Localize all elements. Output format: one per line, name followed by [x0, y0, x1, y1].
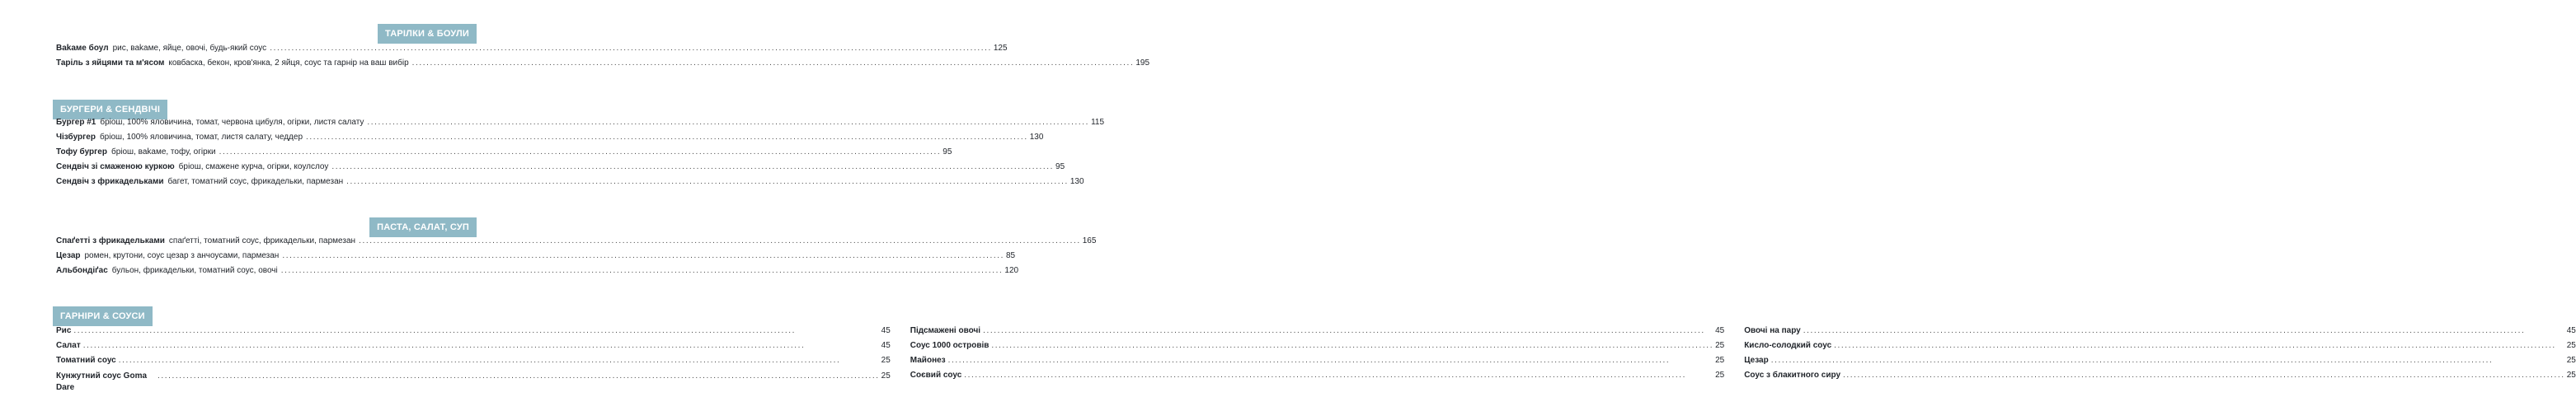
dot-leader: ........................................................................................................................................................................................................ — [118, 356, 841, 365]
item-name: Альбондіґас — [56, 266, 108, 275]
sides-column-2 — [910, 326, 1724, 392]
item-name: Ваkаме боул — [56, 44, 109, 53]
menu-item — [1744, 326, 2576, 341]
section-title-burgers: БУРГЕРИ & СЕНДВІЧІ — [53, 100, 167, 119]
menu-item — [56, 44, 1008, 58]
dot-leader: ........................................................................................................................................................................................................ — [964, 371, 1686, 380]
item-name: Сендвіч з фрикадельками — [56, 177, 164, 186]
dot-leader: ........................................................................................................................................................................................................ — [983, 326, 1705, 335]
menu-item — [56, 266, 1019, 281]
item-name: Кисло-солодкий соус — [1744, 341, 1832, 350]
item-price: 25 — [881, 356, 891, 365]
menu-item — [56, 133, 1044, 147]
item-price: 125 — [993, 44, 1008, 53]
item-name: Спаґетті з фрикадельками — [56, 236, 165, 245]
section-title-pasta: ПАСТА, САЛАТ, СУП — [369, 217, 477, 237]
item-name: Бургер #1 — [56, 118, 96, 127]
menu-item — [56, 341, 891, 356]
menu-item — [56, 177, 1084, 192]
item-price: 25 — [1715, 341, 1725, 350]
dot-leader: ........................................................................................................................................................................................................ — [331, 162, 1055, 171]
menu-item — [56, 326, 891, 341]
item-description: рис, ваkаме, яйце, овочі, будь-який соус — [112, 44, 267, 53]
item-name: Овочі на пару — [1744, 326, 1801, 335]
menu-item — [56, 118, 1105, 133]
item-price: 115 — [1091, 118, 1105, 127]
item-name: Цезар — [56, 251, 81, 260]
dot-leader: ........................................................................................................................................................................................................ — [306, 133, 1028, 142]
menu-item — [1744, 341, 2576, 356]
dot-leader: ........................................................................................................................................................................................................ — [991, 341, 1714, 350]
menu-item — [1744, 356, 2576, 371]
item-price: 25 — [1715, 356, 1725, 365]
item-name: Томатний соус — [56, 356, 116, 365]
item-price: 95 — [1055, 162, 1065, 171]
dot-leader: ........................................................................................................................................................................................................ — [411, 58, 1135, 68]
item-price: 195 — [1135, 58, 1150, 68]
menu-item — [56, 147, 952, 162]
item-price: 130 — [1069, 177, 1084, 186]
dot-leader: ........................................................................................................................................................................................................ — [1770, 356, 2494, 365]
item-description: спаґетті, томатний соус, фрикадельки, пармезан — [168, 236, 356, 245]
dot-leader: ........................................................................................................................................................................................................ — [1843, 371, 2565, 380]
item-description: бріош, 100% яловичина, томат, листя салату, чеддер — [99, 133, 303, 142]
menu-item — [910, 356, 1724, 371]
item-price: 45 — [1715, 326, 1725, 335]
dot-leader: ........................................................................................................................................................................................................ — [270, 44, 992, 53]
menu-item — [56, 58, 1150, 73]
dot-leader: ........................................................................................................................................................................................................ — [282, 251, 1004, 260]
item-price: 85 — [1006, 251, 1016, 260]
item-description: бульон, фрикадельки, томатний соус, овочі — [111, 266, 278, 275]
item-price: 45 — [2566, 326, 2576, 335]
sides-column-1 — [56, 326, 891, 392]
item-name: Сендвіч зі смаженою куркою — [56, 162, 175, 171]
dot-leader: ........................................................................................................................................................................................................ — [947, 356, 1671, 365]
dot-leader: ........................................................................................................................................................................................................ — [280, 266, 1004, 275]
dot-leader: ........................................................................................................................................................................................................ — [219, 147, 942, 156]
item-price: 25 — [2566, 341, 2576, 350]
item-price: 45 — [881, 341, 891, 350]
item-description: бріош, смажене курча, огірки, коулслоу — [178, 162, 329, 171]
item-name: Салат — [56, 341, 81, 350]
menu-item — [56, 162, 1065, 177]
item-price: 25 — [2566, 356, 2576, 365]
item-name: Чізбургер — [56, 133, 96, 142]
item-name: Соєвий соус — [910, 371, 962, 380]
section-bowls — [56, 44, 1150, 73]
section-title-bowls: ТАРІЛКИ & БОУЛИ — [378, 24, 477, 44]
menu-item — [56, 251, 1016, 266]
item-name: Соус з блакитного сиру — [1744, 371, 1841, 380]
section-burgers — [56, 118, 1105, 192]
section-sides — [56, 326, 2576, 392]
section-pasta — [56, 236, 1097, 281]
item-name: Майонез — [910, 356, 946, 365]
item-price: 25 — [1715, 371, 1725, 380]
dot-leader: ........................................................................................................................................................................................................ — [73, 326, 797, 335]
menu-item — [910, 341, 1724, 356]
item-price: 45 — [881, 326, 891, 335]
dot-leader: ........................................................................................................................................................................................................ — [157, 371, 880, 381]
dot-leader: ........................................................................................................................................................................................................ — [1803, 326, 2526, 335]
menu-item — [910, 371, 1724, 385]
item-price: 130 — [1029, 133, 1044, 142]
menu-item — [1744, 371, 2576, 385]
dot-leader: ........................................................................................................................................................................................................ — [1834, 341, 2556, 350]
item-price: 25 — [2566, 371, 2576, 380]
sides-column-3 — [1744, 326, 2576, 392]
item-price: 95 — [942, 147, 952, 156]
item-description: багет, томатний соус, фрикадельки, пармезан — [167, 177, 344, 186]
item-price: 120 — [1004, 266, 1019, 275]
menu-item — [56, 236, 1097, 251]
item-name: Підсмажені овочі — [910, 326, 981, 335]
dot-leader: ........................................................................................................................................................................................................ — [346, 177, 1069, 186]
menu-item — [56, 371, 891, 397]
item-price: 165 — [1082, 236, 1097, 245]
item-description: бріош, 100% яловичина, томат, червона цибуля, огірки, листя салату — [100, 118, 364, 127]
item-price: 25 — [881, 371, 891, 381]
dot-leader: ........................................................................................................................................................................................................ — [367, 118, 1090, 127]
section-title-sides: ГАРНІРИ & СОУСИ — [53, 306, 153, 326]
dot-leader: ........................................................................................................................................................................................................ — [82, 341, 806, 350]
dot-leader: ........................................................................................................................................................................................................ — [359, 236, 1081, 245]
item-name: Цезар — [1744, 356, 1769, 365]
menu-item — [910, 326, 1724, 341]
item-name: Кунжутний соус Goma Dare — [56, 371, 148, 392]
item-description: ромен, крутони, соус цезар з анчоусами, пармезан — [84, 251, 280, 260]
item-name: Соус 1000 островів — [910, 341, 990, 350]
item-name: Рис — [56, 326, 72, 335]
menu-item — [56, 356, 891, 371]
item-description: ковбаска, бекон, кров'янка, 2 яйця, соус та гарнір на ваш вибір — [168, 58, 409, 68]
item-name: Тофу бургер — [56, 147, 107, 156]
item-description: бріош, ваkаме, тофу, огірки — [110, 147, 216, 156]
item-name: Таріль з яйцями та м'ясом — [56, 58, 165, 68]
